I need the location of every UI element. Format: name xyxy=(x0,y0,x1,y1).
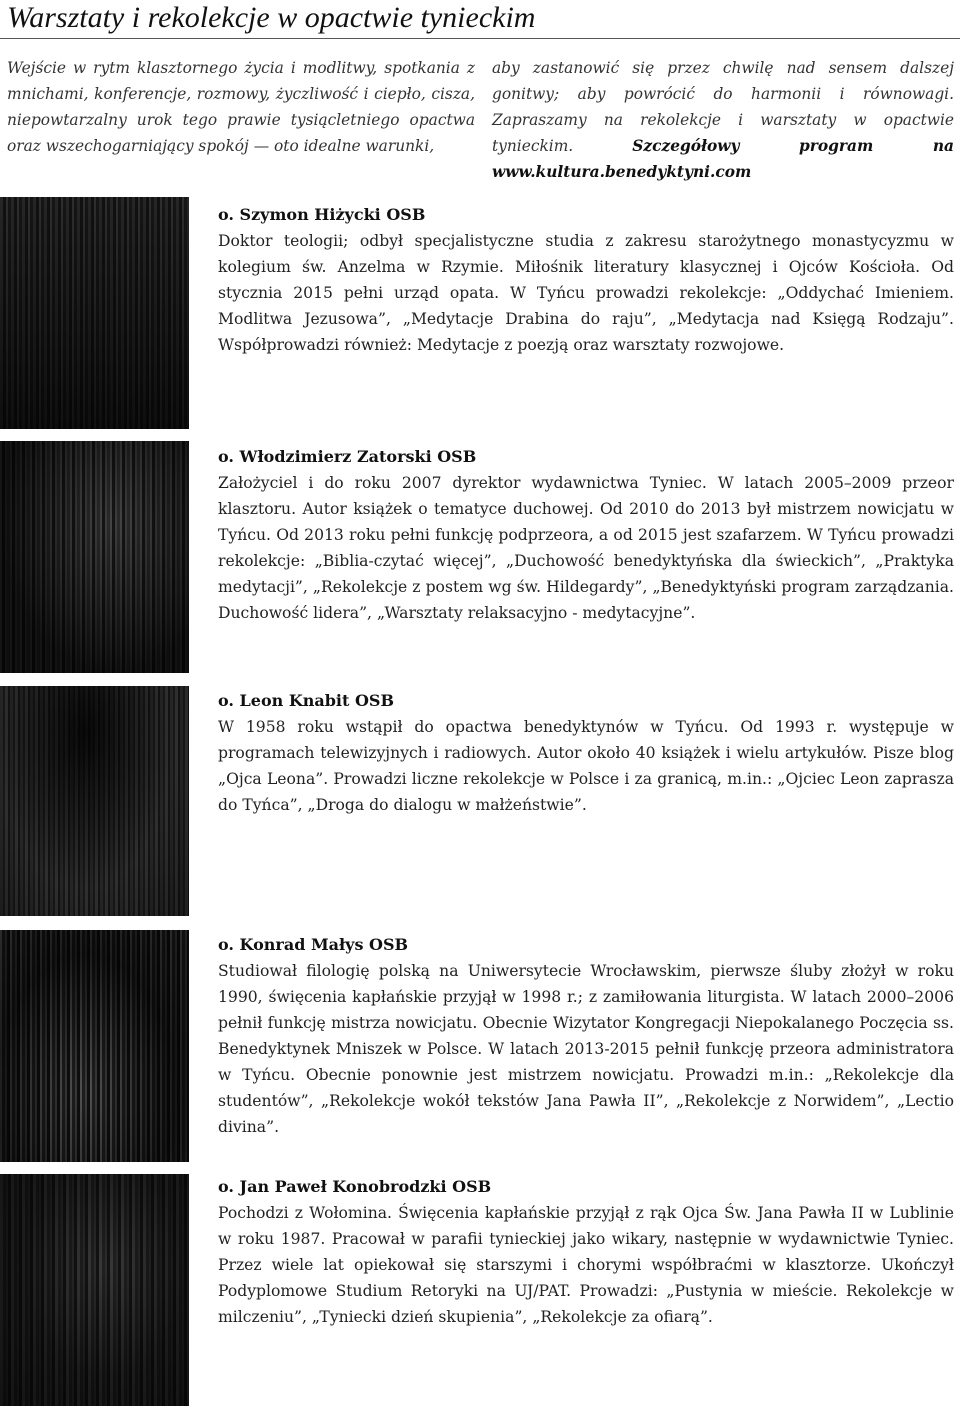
person-name: o. Konrad Małys OSB xyxy=(218,935,409,954)
person-bio: Studiował filologię polską na Uniwersytecie Wrocławskim, pierwsze śluby złożył w roku 1990, święcenia kapłańskie przyjął w 1998 r.; z zamiłowania liturgista. W latach 2000–2006 pełnił funkcję mistrza nowicjatu. Obecnie Wizytator Kongregacji Niepokalanego Poczęcia ss. Benedyktynek Mniszek w Polsce. W latach 2013-2015 pełnił funkcję przeora administratora w Tyńcu. Obecnie ponownie jest mistrzem nowicjatu. Prowadzi m.in.: „Rekolekcje dla studentów”, „Rekolekcje wokół tekstów Jana Pawła II”, „Rekolekcje z Norwidem”, „Lectio divina”. xyxy=(218,962,954,1136)
bio-section xyxy=(218,688,954,818)
title-divider xyxy=(0,38,960,39)
person-bio: Doktor teologii; odbył specjalistyczne studia z zakresu starożytnego monastycyzmu w kolegium św. Anzelma w Rzymie. Miłośnik literatury klasycznej i Ojców Kościoła. Od stycznia 2015 pełni urząd opata. W Tyńcu prowadzi rekolekcje: „Oddychać Imieniem. Modlitwa Jezusowa”, „Medytacje Drabina do raju”, „Medytacja nad Księgą Rodzaju”. Współprowadzi również: Medytacje z poezją oraz warsztaty rozwojowe. xyxy=(218,232,954,354)
bio-section xyxy=(218,444,954,626)
portrait-photo xyxy=(0,441,189,673)
person-bio: W 1958 roku wstąpił do opactwa benedyktynów w Tyńcu. Od 1993 r. występuje w programach telewizyjnych i radiowych. Autor około 40 książek i wielu artykułów. Pisze blog „Ojca Leona”. Prowadzi liczne rekolekcje w Polsce i za granicą, m.in.: „Ojciec Leon zaprasza do Tyńca”, „Droga do dialogu w małżeństwie”. xyxy=(218,718,954,814)
intro-right-column xyxy=(492,55,954,185)
intro-left-column: Wejście w rytm klasztornego życia i modlitwy, spotkania z mnichami, konferencje, rozmowy, życzliwość i ciepło, cisza, niepowtarzalny urok tego prawie tysiącletniego opactwa oraz wszechogarniający spokój — oto idealne warunki, xyxy=(7,59,475,155)
bio-section xyxy=(218,202,954,358)
bio-section xyxy=(218,932,954,1140)
person-name: o. Włodzimierz Zatorski OSB xyxy=(218,447,477,466)
bio-section xyxy=(218,1174,954,1330)
intro-right-text: aby zastanowić się przez chwilę nad sensem dalszej gonitwy; aby powrócić do harmonii i równowagi. Zapraszamy na rekolekcje i warsztaty w opactwie tynieckim. xyxy=(492,59,954,155)
page-title: Warsztaty i rekolekcje w opactwie tynieckim xyxy=(7,1,536,34)
person-name: o. Leon Knabit OSB xyxy=(218,691,394,710)
program-link[interactable]: Szczegółowy program na www.kultura.benedyktyni.com xyxy=(492,137,954,181)
portrait-photo xyxy=(0,930,189,1162)
portrait-photo xyxy=(0,686,189,916)
person-name: o. Szymon Hiżycki OSB xyxy=(218,205,426,224)
portrait-photo xyxy=(0,197,189,429)
person-bio: Założyciel i do roku 2007 dyrektor wydawnictwa Tyniec. W latach 2005–2009 przeor klasztoru. Autor książek o tematyce duchowej. Od 2010 do 2013 był mistrzem nowicjatu w Tyńcu. Od 2013 roku pełni funkcję podprzeora, a od 2015 jest szafarzem. W Tyńcu prowadzi rekolekcje: „Biblia-czytać więcej”, „Duchowość benedyktyńska dla świeckich”, „Praktyka medytacji”, „Rekolekcje z postem wg św. Hildegardy”, „Benedyktyński program zarządzania. Duchowość lidera”, „Warsztaty relaksacyjno - medytacyjne”. xyxy=(218,474,954,622)
person-name: o. Jan Paweł Konobrodzki OSB xyxy=(218,1177,492,1196)
portrait-photo xyxy=(0,1174,189,1406)
person-bio: Pochodzi z Wołomina. Święcenia kapłańskie przyjął z rąk Ojca Św. Jana Pawła II w Lublinie w roku 1987. Pracował w parafii tynieckiej jako wikary, następnie w wydawnictwie Tyniec. Przez wiele lat opiekował się starszymi i chorymi współbraćmi w klasztorze. Ukończył Podyplomowe Studium Retoryki na UJ/PAT. Prowadzi: „Pustynia w mieście. Rekolekcje w milczeniu”, „Tyniecki dzień skupienia”, „Rekolekcje za ofiarą”. xyxy=(218,1204,954,1326)
